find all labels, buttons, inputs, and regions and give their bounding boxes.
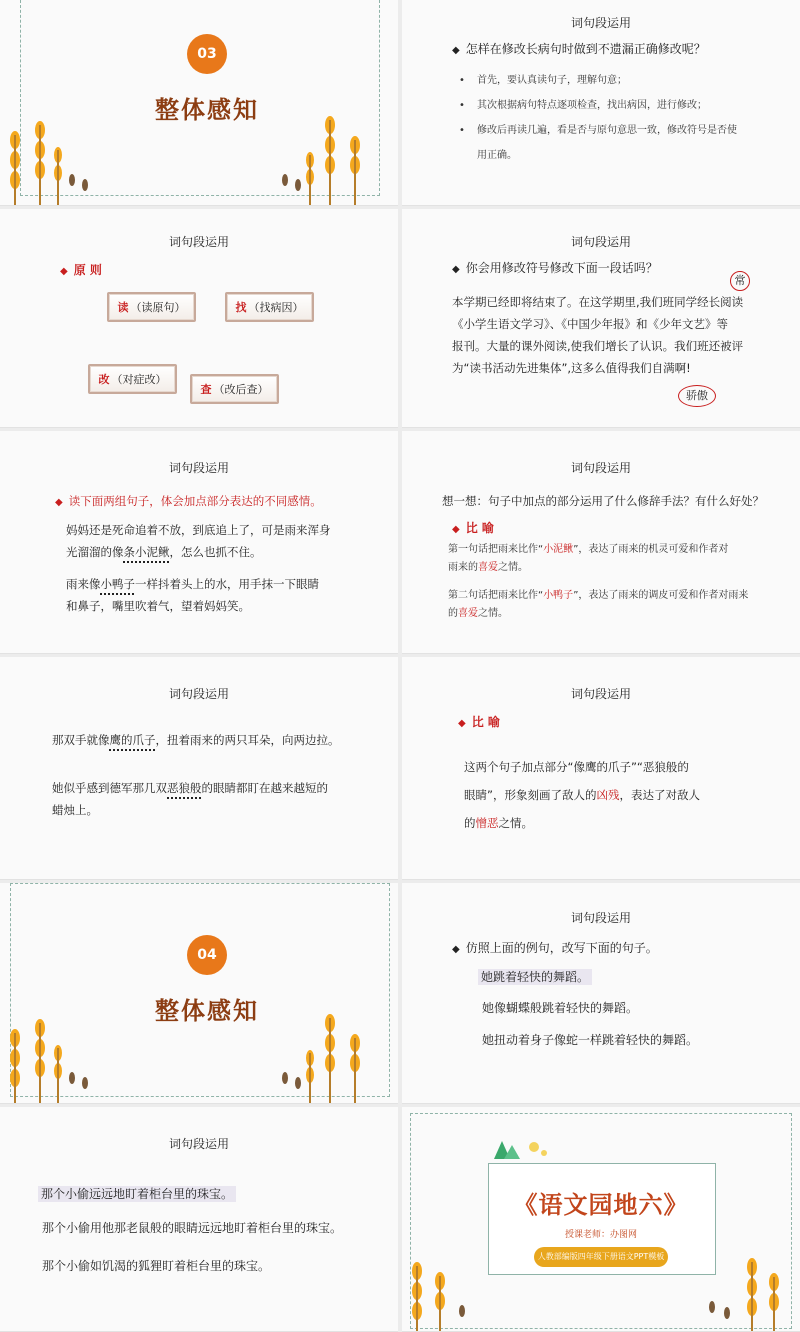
scroll-fix: 改 （对症改） [88,364,177,394]
rhetoric-label: ◆ 比 喻 [458,715,500,729]
question-line: ◆ 仿照上面的例句，改写下面的句子。 [452,941,658,955]
slide-title: 词句段运用 [168,235,229,249]
list-item: • 其次根据病句特点逐项检查，找出病因，进行修改； [459,93,737,118]
slide-compare-sentences[interactable] [0,431,398,654]
wheat-left-decoration [402,1251,492,1331]
sentence-wolf: 她似乎感到德军那几双恶狼般的眼睛都盯在越来越短的 蜡烛上。 [52,781,328,817]
wheat-right-decoration [692,1247,792,1331]
slide-cover[interactable] [402,1107,800,1332]
diamond-icon: ◆ [458,718,466,729]
list-item-continuation: 用正确。 [477,150,517,161]
list-item: • 首先，要认真读句子，理解句意； [459,68,737,93]
answer-one: 那个小偷用他那老鼠般的眼睛远远地盯着柜台里的珠宝。 [42,1221,343,1235]
list-item: • 修改后再读几遍，看是否与原句意思一致，修改符号是否使 [459,118,737,143]
slide-correction-marks[interactable] [402,209,800,428]
wheat-left-decoration [0,115,110,205]
slide-revise-method[interactable] [402,0,800,206]
section-title: 整体感知 [155,997,259,1025]
teacher-line: 授课老师：办图网 [564,1230,637,1240]
tree-decoration [492,1137,552,1161]
slide-title: 词句段运用 [168,461,229,475]
slide-eagle-wolf[interactable] [0,657,398,880]
correction-mark-top: 常 [730,271,750,291]
explanation-one: 第一句话把雨来比作“小泥鳅”，表达了雨来的机灵可爱和作者对 雨来的喜爱之情。 [448,544,729,573]
diamond-icon: ◆ [452,264,460,275]
section-number: 03 [187,34,227,74]
wheat-right-decoration [270,1003,380,1103]
example-sentence: 她跳着轻快的舞蹈。 [478,968,592,985]
diamond-icon: ◆ [452,944,460,955]
slide-title: 词句段运用 [168,1137,229,1151]
slide-simile-explain-2[interactable] [402,657,800,880]
cover-title: 《语文园地六》 [513,1191,689,1219]
slide-title: 词句段运用 [570,911,631,925]
explanation-two: 第二句话把雨来比作“小鸭子”，表达了雨来的调皮可爱和作者对雨来 的喜爱之情。 [448,590,749,619]
slide-title: 词句段运用 [570,687,631,701]
diamond-icon: ◆ [60,266,68,277]
diamond-icon: ◆ [452,524,460,535]
instruction: ◆ 读下面两组句子，体会加点部分表达的不同感情。 [55,494,322,508]
wheat-left-decoration [0,1013,110,1103]
sentence-eagle: 那双手就像鹰的爪子，扭着雨来的两只耳朵，向两边拉。 [52,733,340,747]
slide-principles[interactable] [0,209,398,428]
slide-section-03[interactable] [0,0,398,206]
question-line: ◆ 你会用修改符号修改下面一段话吗？ [452,261,658,275]
slide-rewrite-dance[interactable] [402,883,800,1104]
sentence-two: 雨来像小鸭子一样抖着头上的水，用手抹一下眼睛 和鼻子，嘴里吹着气，望着妈妈笑。 [66,577,319,613]
scroll-check: 查 （改后查） [190,374,279,404]
answer-one: 她像蝴蝶般跳着轻快的舞蹈。 [482,1001,639,1015]
method-list [459,68,737,168]
paragraph: 本学期已经即将结束了。在这学期里,我们班同学经长阅读 《小学生语文学习》、《中国少年报》和《少年文艺》等 报刊。大量的课外阅读,使我们增长了认识。我们班还被评 为“读书活动先进集体”,这多么值得我们自满啊! [452,295,744,375]
slide-title: 词句段运用 [570,16,631,30]
question-line [452,40,706,57]
scroll-find: 找 （找病因） [225,292,314,322]
sentence-one: 妈妈还是死命追着不放，到底追上了，可是雨来浑身 光溜溜的像条小泥鳅，怎么也抓不住。 [66,523,331,559]
correction-mark-bottom: 骄傲 [678,385,716,407]
explanation: 这两个句子加点部分“像鹰的爪子”“恶狼般的 眼睛”，形象刻画了敌人的凶残，表达了对敌人 的憎恶之情。 [464,760,700,830]
diamond-icon: ◆ [452,45,460,56]
rhetoric-label: ◆ 比 喻 [452,521,494,535]
example-sentence: 那个小偷远远地盯着柜台里的珠宝。 [38,1185,236,1202]
question-text: 怎样在修改长病句时做到不遗漏正确修改呢？ [465,42,706,56]
slide-title: 词句段运用 [570,235,631,249]
scroll-read: 读 （读原句） [107,292,196,322]
slide-simile-explain-1[interactable] [402,431,800,654]
question-text: 想一想：句子中加点的部分运用了什么修辞手法？有什么好处？ [442,494,764,508]
answer-two: 那个小偷如饥渴的狐狸盯着柜台里的珠宝。 [42,1259,271,1273]
slide-rewrite-thief[interactable] [0,1107,398,1332]
section-number: 04 [187,935,227,975]
section-title: 整体感知 [155,96,259,124]
wheat-right-decoration [270,105,380,205]
principle-label: ◆ 原 则 [60,263,102,277]
cover-banner: 人教部编版四年级下册语文PPT模板 [534,1247,668,1267]
slide-title: 词句段运用 [168,687,229,701]
diamond-icon: ◆ [55,497,63,508]
slide-title: 词句段运用 [570,461,631,475]
answer-two: 她扭动着身子像蛇一样跳着轻快的舞蹈。 [482,1033,699,1047]
slide-section-04[interactable] [0,883,398,1104]
